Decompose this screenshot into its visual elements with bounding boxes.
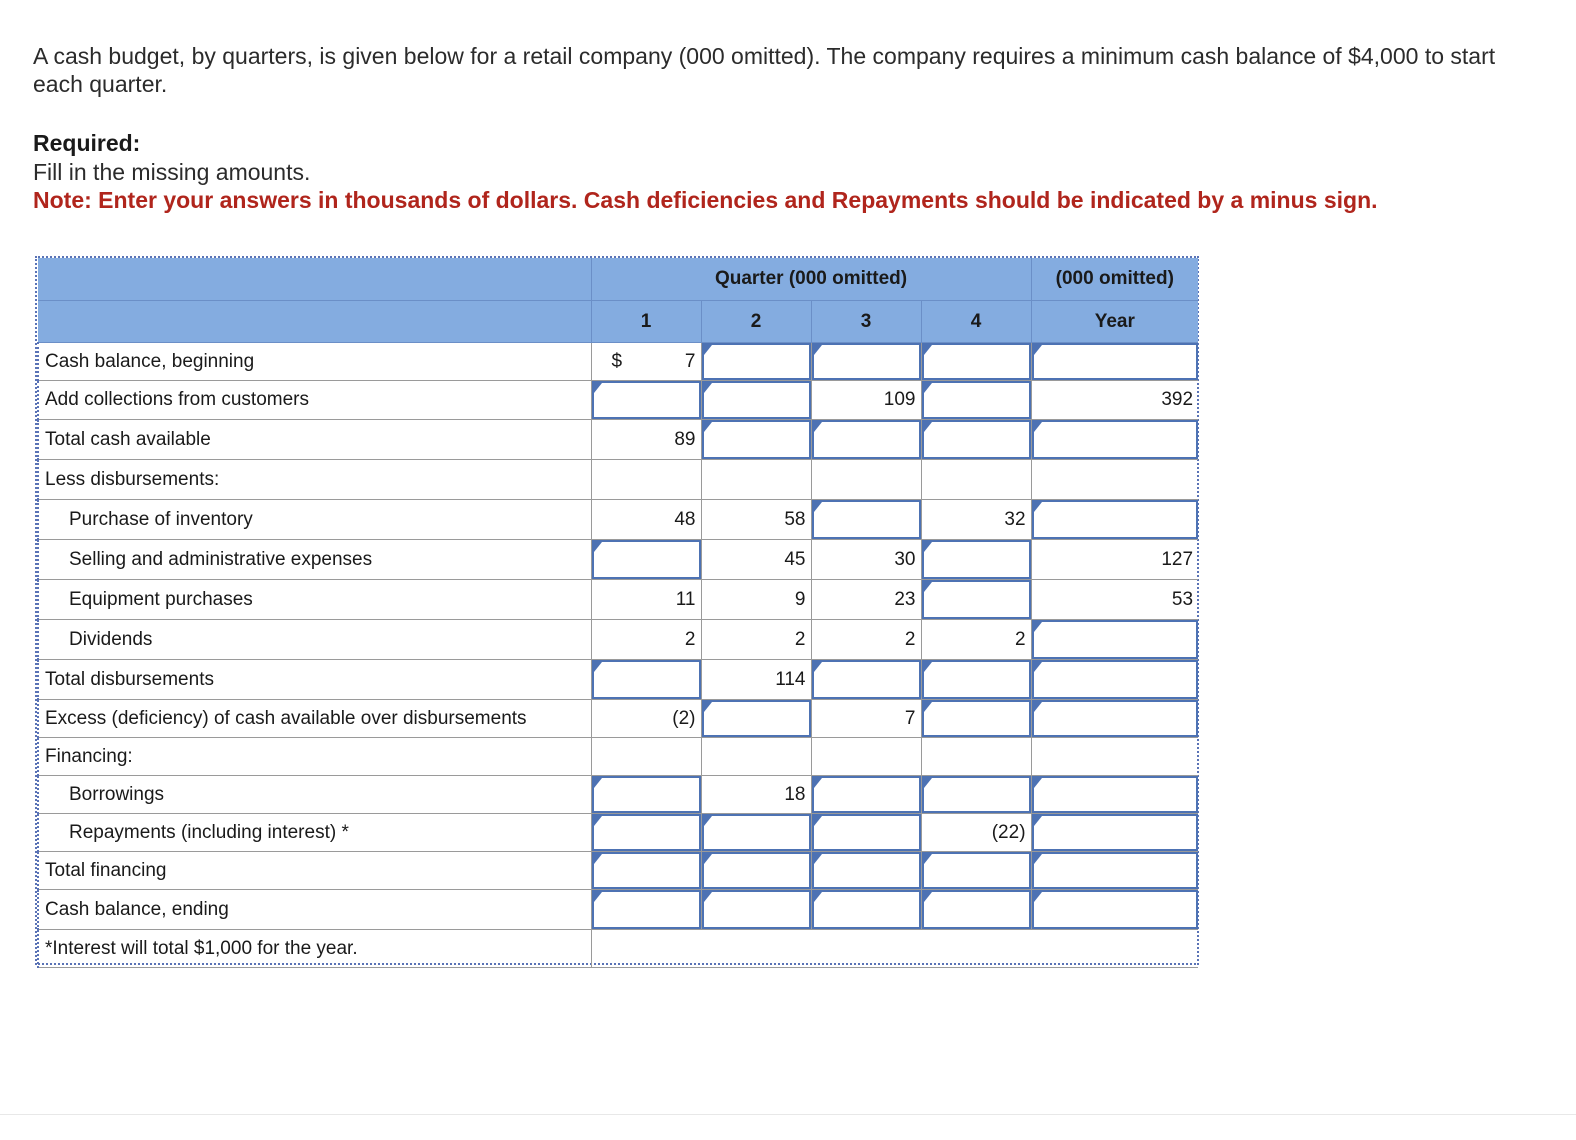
value-q2: 45: [701, 540, 811, 580]
value-q2: 9: [701, 580, 811, 620]
input-q2[interactable]: [701, 343, 811, 381]
value-q1: 2: [591, 620, 701, 660]
input-q4[interactable]: [921, 890, 1031, 930]
footnote: *Interest will total $1,000 for the year.: [38, 930, 591, 968]
row-label: Add collections from customers: [38, 381, 591, 420]
required-instruction: Fill in the missing amounts.: [33, 159, 311, 185]
input-q3[interactable]: [811, 852, 921, 890]
row-label: Selling and administrative expenses: [38, 540, 591, 580]
row-collections: [38, 381, 1198, 420]
input-year[interactable]: [1031, 700, 1198, 738]
col-header-year: Year: [1031, 301, 1198, 343]
input-q1[interactable]: [591, 776, 701, 814]
quarter-header: Quarter (000 omitted): [591, 258, 1031, 301]
row-label: Less disbursements:: [38, 460, 591, 500]
input-q3[interactable]: [811, 420, 921, 460]
header-blank: [38, 301, 591, 343]
input-q2[interactable]: [701, 814, 811, 852]
input-year[interactable]: [1031, 420, 1198, 460]
row-label: Repayments (including interest) *: [38, 814, 591, 852]
input-q3[interactable]: [811, 890, 921, 930]
input-year[interactable]: [1031, 814, 1198, 852]
row-label: Borrowings: [38, 776, 591, 814]
input-q4[interactable]: [921, 420, 1031, 460]
row-label: Equipment purchases: [38, 580, 591, 620]
input-q1[interactable]: [591, 852, 701, 890]
input-year[interactable]: [1031, 620, 1198, 660]
row-borrowings: [38, 776, 1198, 814]
value-q3: 7: [811, 700, 921, 738]
row-label: Total disbursements: [38, 660, 591, 700]
value-q2: 18: [701, 776, 811, 814]
input-q2[interactable]: [701, 381, 811, 420]
row-total-disbursements: [38, 660, 1198, 700]
dollar-sign: $: [611, 350, 623, 372]
cell-q1: [591, 343, 701, 381]
row-label: Dividends: [38, 620, 591, 660]
input-q1[interactable]: [591, 540, 701, 580]
input-year[interactable]: [1031, 343, 1198, 381]
row-excess-deficiency: [38, 700, 1198, 738]
input-year[interactable]: [1031, 890, 1198, 930]
input-q1[interactable]: [591, 660, 701, 700]
value-q4: 2: [921, 620, 1031, 660]
row-cash-beginning: [38, 343, 1198, 381]
input-year[interactable]: [1031, 852, 1198, 890]
value-year: 127: [1031, 540, 1198, 580]
input-q4[interactable]: [921, 700, 1031, 738]
value-q2: 58: [701, 500, 811, 540]
input-year[interactable]: [1031, 660, 1198, 700]
value-q2: 114: [701, 660, 811, 700]
value-q1: 11: [591, 580, 701, 620]
row-label: Financing:: [38, 738, 591, 776]
year-omitted-header: (000 omitted): [1031, 258, 1198, 301]
required-heading: Required:: [33, 130, 141, 156]
col-header-q4: 4: [921, 301, 1031, 343]
row-total-financing: [38, 852, 1198, 890]
row-label: Cash balance, ending: [38, 890, 591, 930]
value: 7: [684, 350, 696, 372]
row-footnote: [38, 930, 1198, 968]
row-equipment: [38, 580, 1198, 620]
input-q4[interactable]: [921, 852, 1031, 890]
value-q4: (22): [921, 814, 1031, 852]
col-header-q2: 2: [701, 301, 811, 343]
page-divider: [0, 1114, 1576, 1115]
input-q3[interactable]: [811, 500, 921, 540]
entry-note: Note: Enter your answers in thousands of dollars. Cash deficiencies and Repayments should be indicated by a minus sign.: [33, 187, 1378, 213]
row-repayments: [38, 814, 1198, 852]
input-q4[interactable]: [921, 776, 1031, 814]
row-financing-heading: [38, 738, 1198, 776]
input-q3[interactable]: [811, 343, 921, 381]
header-blank: [38, 258, 591, 301]
value-q3: 30: [811, 540, 921, 580]
row-less-disbursements: [38, 460, 1198, 500]
value-q4: 32: [921, 500, 1031, 540]
input-q1[interactable]: [591, 814, 701, 852]
value-year: 53: [1031, 580, 1198, 620]
header-row-columns: [38, 301, 1198, 343]
row-label: Total financing: [38, 852, 591, 890]
input-q2[interactable]: [701, 890, 811, 930]
row-label: Total cash available: [38, 420, 591, 460]
input-q3[interactable]: [811, 814, 921, 852]
input-q2[interactable]: [701, 700, 811, 738]
input-q4[interactable]: [921, 381, 1031, 420]
input-q4[interactable]: [921, 580, 1031, 620]
input-q4[interactable]: [921, 540, 1031, 580]
input-q1[interactable]: [591, 890, 701, 930]
input-year[interactable]: [1031, 776, 1198, 814]
value-q3: 23: [811, 580, 921, 620]
row-selling-admin: [38, 540, 1198, 580]
input-q2[interactable]: [701, 852, 811, 890]
cash-budget-table: [37, 258, 1198, 968]
header-row-titles: [38, 258, 1198, 301]
row-dividends: [38, 620, 1198, 660]
value-year: 392: [1031, 381, 1198, 420]
col-header-q3: 3: [811, 301, 921, 343]
input-year[interactable]: [1031, 500, 1198, 540]
value-q3: 109: [811, 381, 921, 420]
row-cash-ending: [38, 890, 1198, 930]
row-label: Cash balance, beginning: [38, 343, 591, 381]
value-q1: (2): [591, 700, 701, 738]
value-q2: 2: [701, 620, 811, 660]
input-q4[interactable]: [921, 343, 1031, 381]
input-q3[interactable]: [811, 776, 921, 814]
input-q2[interactable]: [701, 420, 811, 460]
row-purchase-inventory: [38, 500, 1198, 540]
input-q4[interactable]: [921, 660, 1031, 700]
row-label: Purchase of inventory: [38, 500, 591, 540]
problem-intro: A cash budget, by quarters, is given below for a retail company (000 omitted). The company requires a minimum cash balance of $4,000 to start each quarter.: [33, 43, 1496, 97]
value-q1: 89: [591, 420, 701, 460]
input-q3[interactable]: [811, 660, 921, 700]
row-label: Excess (deficiency) of cash available over disbursements: [38, 700, 591, 738]
value-q1: 48: [591, 500, 701, 540]
row-total-cash-available: [38, 420, 1198, 460]
cash-budget-table-container: [35, 256, 1199, 965]
input-q1[interactable]: [591, 381, 701, 420]
value-q3: 2: [811, 620, 921, 660]
col-header-q1: 1: [591, 301, 701, 343]
